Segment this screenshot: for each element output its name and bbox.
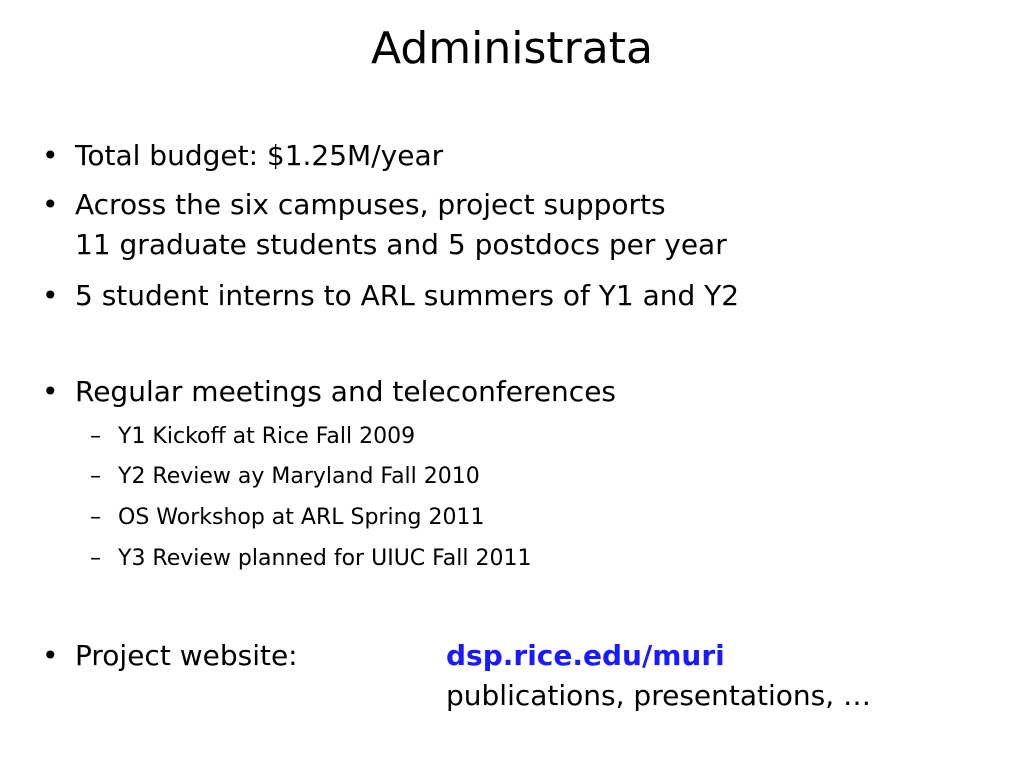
subitem-text: Y2 Review ay Maryland Fall 2010 bbox=[118, 464, 480, 489]
subitem-marker: – bbox=[90, 424, 101, 449]
slide-title: Administrata bbox=[371, 23, 653, 74]
subitem-text: OS Workshop at ARL Spring 2011 bbox=[118, 505, 485, 530]
project-website-link[interactable]: dsp.rice.edu/muri bbox=[446, 639, 725, 672]
website-description: publications, presentations, … bbox=[446, 679, 872, 712]
bullet-marker: • bbox=[42, 279, 59, 312]
bullet-text-line-1: Across the six campuses, project supports bbox=[75, 188, 666, 221]
bullet-marker: • bbox=[42, 188, 59, 221]
bullet-marker: • bbox=[42, 639, 59, 672]
bullet-text: Total budget: $1.25M/year bbox=[75, 139, 444, 172]
subitem-marker: – bbox=[90, 505, 101, 530]
bullet-text-line-2: 11 graduate students and 5 postdocs per year bbox=[75, 228, 727, 261]
bullet-text: Regular meetings and teleconferences bbox=[75, 375, 617, 408]
subitem-text: Y1 Kickoff at Rice Fall 2009 bbox=[118, 424, 416, 449]
bullet-marker: • bbox=[42, 139, 59, 172]
subitem-text: Y3 Review planned for UIUC Fall 2011 bbox=[118, 546, 532, 571]
bullet-text: Project website: bbox=[75, 639, 298, 672]
bullet-text: 5 student interns to ARL summers of Y1 and Y2 bbox=[75, 279, 740, 312]
subitem-marker: – bbox=[90, 546, 101, 571]
subitem-marker: – bbox=[90, 464, 101, 489]
bullet-marker: • bbox=[42, 375, 59, 408]
